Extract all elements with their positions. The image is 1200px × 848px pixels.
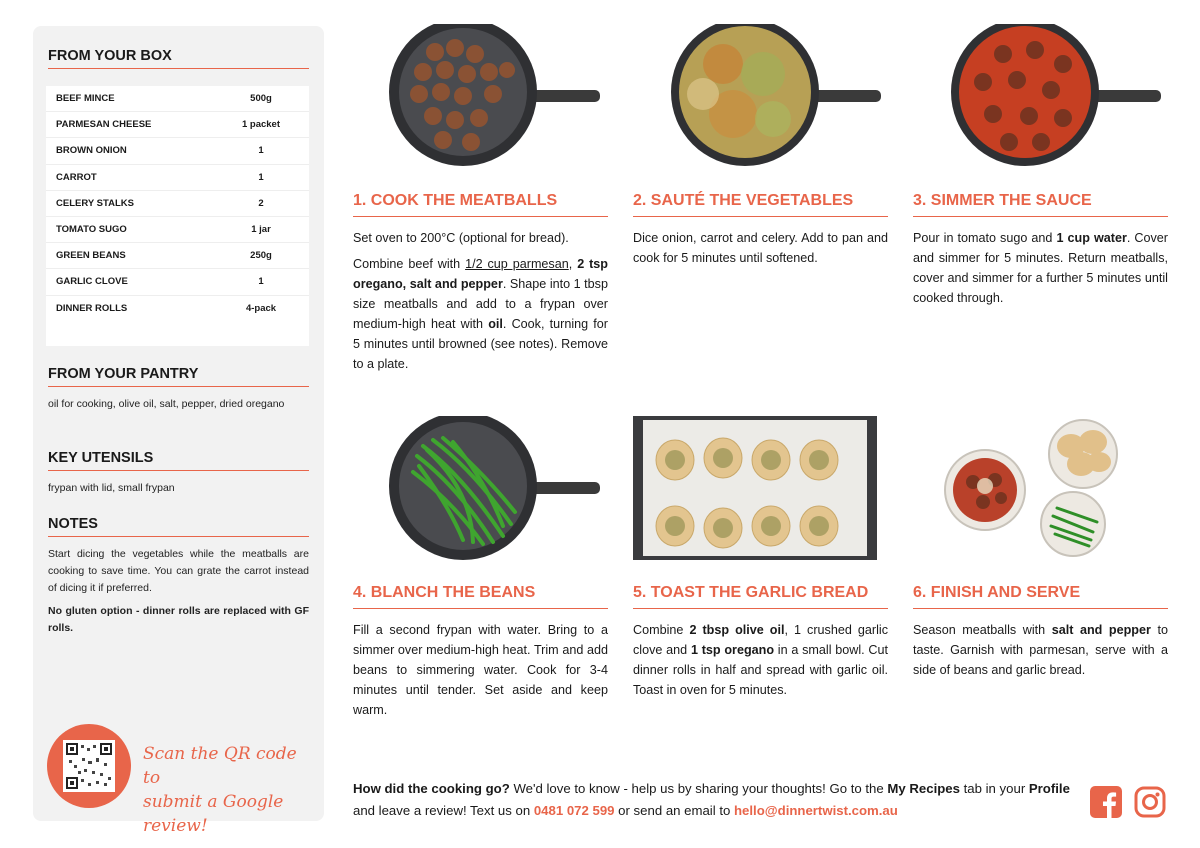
qr-caption: Scan the QR code to submit a Google review! (143, 744, 297, 836)
vegetables-pan-image (633, 24, 888, 169)
sauce-pan-image (913, 24, 1168, 169)
key-utensils-heading: KEY UTENSILS (48, 450, 309, 471)
ingredient-row: BROWN ONION 1 (46, 138, 309, 164)
phone-link[interactable]: 0481 072 599 (533, 803, 615, 818)
step-3-title: 3. SIMMER THE SAUCE (913, 192, 1168, 217)
ingredient-row: GREEN BEANS 250g (46, 243, 309, 269)
step-5-body: Combine 2 tbsp olive oil, 1 crushed garlic clove and 1 tsp oregano in a small bowl. Cut dinner rolls in half and spread with garlic oil. Toast in oven for 5 minutes. (633, 623, 889, 697)
utensils-text: frypan with lid, small frypan (48, 482, 175, 494)
ingredient-row: BEEF MINCE 500g (46, 86, 309, 112)
ingredient-row: DINNER ROLLS 4-pack (56, 303, 277, 315)
notes-heading: NOTES (48, 516, 309, 537)
sidebar (33, 26, 324, 836)
step-4-title: 4. BLANCH THE BEANS (353, 584, 608, 609)
step-4-body: Fill a second frypan with water. Bring to a simmer over medium-high heat. Trim and add beans to simmering water. Cook for 3-4 minutes until tender. Set aside and keep warm. (353, 623, 608, 717)
step-1-title: 1. COOK THE MEATBALLS (353, 192, 608, 217)
ingredient-row: TOMATO SUGO 1 jar (46, 217, 309, 243)
step-6-body: Season meatballs with salt and pepper to taste. Garnish with parmesan, serve with a side of beans and garlic bread. (913, 623, 1168, 677)
qr-code-icon[interactable] (63, 740, 115, 792)
email-link[interactable]: hello@dinnertwist.com.au (734, 803, 898, 818)
gluten-note: No gluten option - dinner rolls are replaced with GF rolls. (48, 605, 309, 634)
notes-text: Start dicing the vegetables while the meatballs are cooking to save time. You can grate the carrot instead of dicing it if preferred. No gluten option - dinner rolls are replaced with GF rolls. (48, 548, 309, 634)
meatballs-pan-image (353, 24, 608, 169)
beans-pan-image (353, 416, 608, 561)
ingredient-row: CELERY STALKS 2 (46, 191, 309, 217)
step-2-title: 2. SAUTÉ THE VEGETABLES (633, 192, 888, 217)
step-3-body: Pour in tomato sugo and 1 cup water. Cover and simmer for 5 minutes. Return meatballs, cover and simmer for a further 5 minutes until cooked through. (913, 231, 1168, 305)
garlic-bread-tray-image (633, 416, 888, 561)
step-2-body: Dice onion, carrot and celery. Add to pan and cook for 5 minutes until softened. (633, 231, 888, 265)
pantry-text: oil for cooking, olive oil, salt, pepper, dried oregano (48, 398, 285, 410)
ingredient-row: CARROT 1 (46, 165, 309, 191)
from-your-pantry-heading: FROM YOUR PANTRY (48, 366, 309, 387)
instagram-icon[interactable] (1134, 786, 1166, 818)
ingredient-row: PARMESAN CHEESE 1 packet (46, 112, 309, 138)
ingredient-row: GARLIC CLOVE 1 (46, 269, 309, 295)
ingredients-table (46, 86, 309, 346)
facebook-icon[interactable] (1090, 786, 1122, 818)
qr-badge (47, 724, 131, 808)
step-6-title: 6. FINISH AND SERVE (913, 584, 1168, 609)
step-5-title: 5. TOAST THE GARLIC BREAD (633, 584, 888, 609)
served-meal-image (913, 416, 1168, 561)
from-your-box-heading: FROM YOUR BOX (48, 48, 309, 69)
step-1-body: Set oven to 200°C (optional for bread). Combine beef with 1/2 cup parmesan, 2 tsp oregano, salt and pepper. Shape into 1 tbsp size meatballs and add to a frypan over medium-high heat with oil. Cook, turning for 5 minutes until browned (see notes). Remove to a plate. (353, 231, 609, 371)
review-footer: How did the cooking go? We'd love to know - help us by sharing your thoughts! Go to the My Recipes tab in your Profile and leave a review! Text us on 0481 072 599 or send an email to hello@dinnertwist.com.au (353, 781, 1070, 818)
